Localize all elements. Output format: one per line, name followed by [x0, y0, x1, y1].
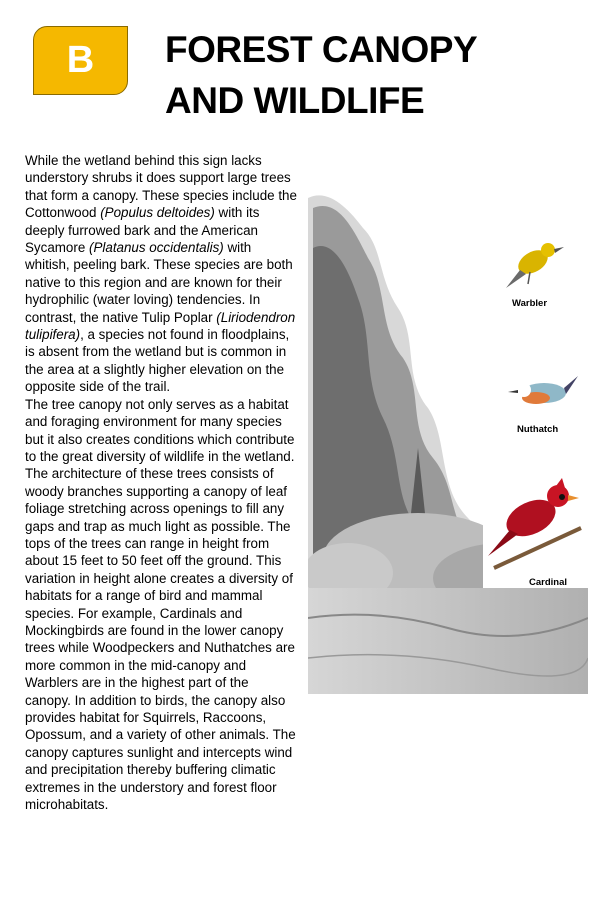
species-name-tulip-poplar: (Liriodendron tulipifera) [25, 309, 296, 343]
text-run: While the wetland behind this sign lacks understory shrubs it does support large trees that form a canopy. These species include the Cottonwood [25, 153, 297, 221]
paragraph-1 [25, 152, 297, 396]
text-run: with whitish, peeling bark. These species are both native to this region and are known for their hydrophilic (water loving) tendencies. In contrast, the native Tulip Poplar [25, 240, 293, 325]
section-letter: B [66, 39, 95, 81]
nuthatch-bird-icon [506, 368, 581, 418]
section-badge [33, 26, 128, 95]
paragraph-2: The tree canopy not only serves as a habitat and foraging environment for many species but it also creates conditions which contribute to the great diversity of wildlife in the wetland. The architecture of these trees consists of woody branches supporting a canopy of leaf foliage stretching across openings to fill any gaps and trap as much light as possible. The tops of the trees can range in height from about 15 feet to 50 feet off the ground. This variation in height alone creates a diversity of habitats for a range of bird and mammal species. For example, Cardinals and Mockingbirds are found in the lower canopy trees while Woodpeckers and Nuthatches are more common in the mid-canopy and Warblers are in the highest part of the canopy. In addition to birds, the canopy also provides habitat for Squirrels, Raccoons, Opossum, and a variety of other animals. The canopy captures sunlight and intercepts wind and precipitation thereby buffering climatic extremes in the understory and forest floor microhabitats. [25, 396, 296, 813]
forest-canopy-illustration [308, 188, 588, 694]
text-run: with its deeply furrowed bark and the American Sycamore [25, 205, 260, 256]
body-text [25, 152, 297, 813]
cardinal-bird-icon [486, 478, 586, 573]
species-name-cottonwood: (Populus deltoides) [100, 205, 215, 221]
page-title [165, 24, 585, 126]
text-run: , a species not found in floodplains, is absent from the wetland but is common in the area at a slightly higher elevation on the opposite side of the trail. [25, 327, 290, 395]
warbler-bird-icon [498, 232, 568, 292]
title-line-2: AND WILDLIFE [165, 80, 425, 121]
nuthatch-label: Nuthatch [517, 424, 559, 435]
title-line-1: FOREST CANOPY [165, 29, 478, 70]
species-name-sycamore: (Platanus occidentalis) [89, 240, 224, 256]
warbler-label: Warbler [512, 298, 548, 309]
cardinal-label: Cardinal [529, 577, 568, 588]
